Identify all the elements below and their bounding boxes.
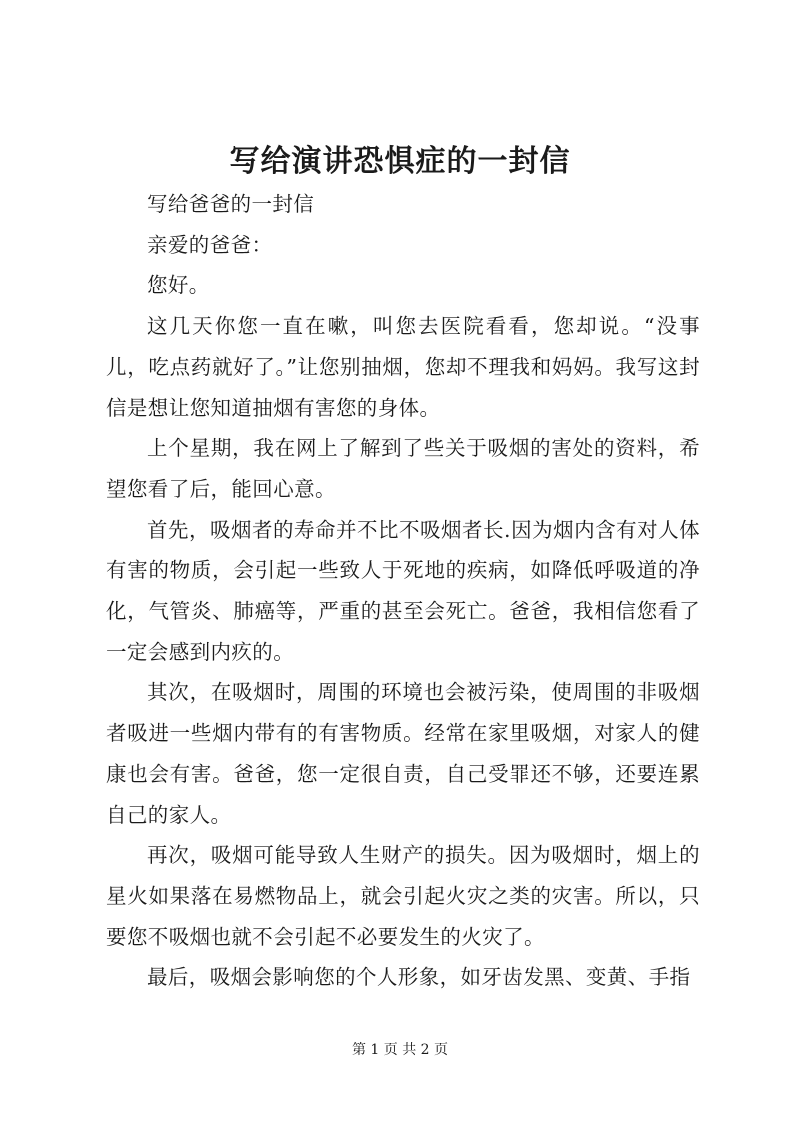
document-title: 写给演讲恐惧症的一封信 bbox=[229, 144, 571, 179]
page-number-footer: 第 1 页 共 2 页 bbox=[351, 1042, 449, 1058]
paragraph: 再次，吸烟可能导致人生财产的损失。因为吸烟时，烟上的星火如果落在易燃物品上，就会引起火灾之类的灾害。所以，只要您不吸烟也就不会引起不必要发生的火灾了。 bbox=[106, 843, 700, 949]
document-body bbox=[106, 184, 700, 998]
paragraph-heading: 写给爸爸的一封信 bbox=[147, 192, 315, 216]
paragraph-salutation: 亲爱的爸爸： bbox=[147, 232, 273, 257]
paragraph: 其次，在吸烟时，周围的环境也会被污染，使周围的非吸烟者吸进一些烟内带有的有害物质。经常在家里吸烟，对家人的健康也会有害。爸爸，您一定很自责，自己受罪还不够，还要连累自己的家人。 bbox=[106, 680, 700, 827]
paragraph: 这几天你您一直在嗽，叫您去医院看看，您却说。“没事儿，吃点药就好了。”让您别抽烟，您却不理我和妈妈。我写这封信是想让您知道抽烟有害您的身体。 bbox=[106, 314, 700, 420]
paragraph: 首先，吸烟者的寿命并不比不吸烟者长.因为烟内含有对人体有害的物质，会引起一些致人于死地的疾病，如降低呼吸道的净化，气管炎、肺癌等，严重的甚至会死亡。爸爸，我相信您看了一定会感到内疚的。 bbox=[106, 517, 700, 664]
paragraph: 上个星期，我在网上了解到了些关于吸烟的害处的资料，希望您看了后，能回心意。 bbox=[106, 436, 700, 501]
paragraph-greeting: 您好。 bbox=[147, 273, 210, 298]
paragraph: 最后，吸烟会影响您的个人形象，如牙齿发黑、变黄、手指 bbox=[147, 965, 691, 990]
